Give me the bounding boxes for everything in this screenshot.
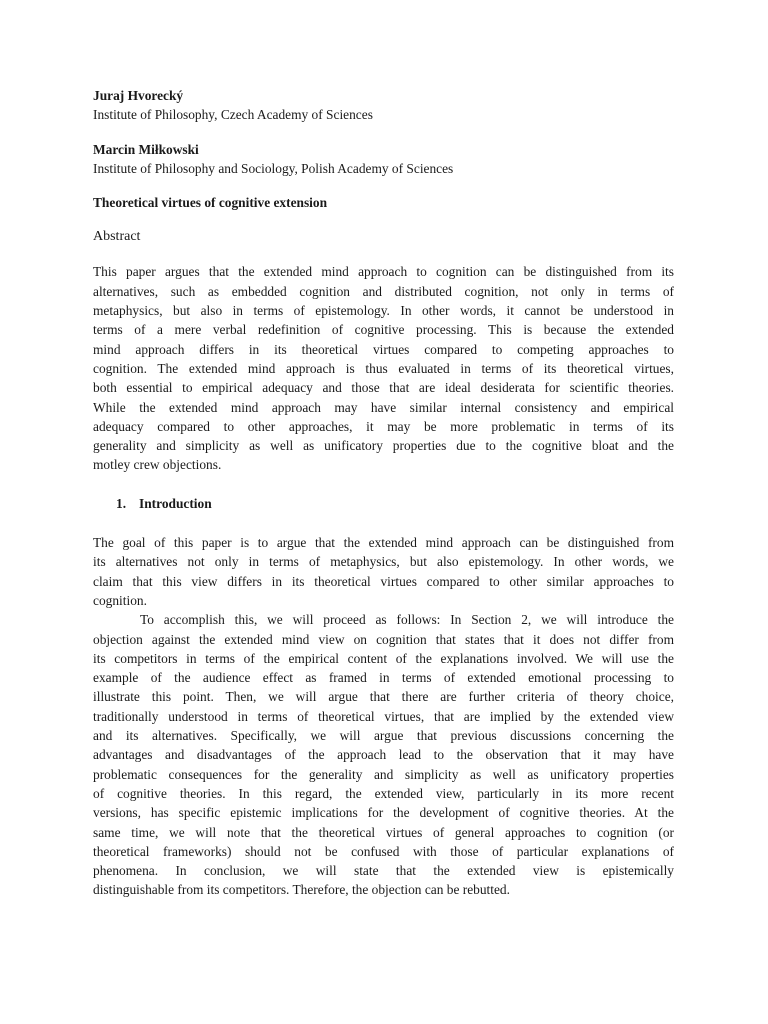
- author-2-affiliation: Institute of Philosophy and Sociology, Polish Academy of Sciences: [93, 160, 454, 176]
- intro-paragraph-2-line: of cognitive theories. In this regard, the extended view, particularly in its more recent: [93, 785, 674, 801]
- intro-paragraph-2-line: problematic consequences for the generality and simplicity as well as unificatory properties: [93, 766, 674, 782]
- intro-paragraph-1-line: its alternatives not only in terms of metaphysics, but also epistemology. In other words, we: [93, 554, 674, 570]
- author-2: [93, 140, 674, 179]
- author-1: [93, 86, 674, 125]
- section-number: 1.: [116, 495, 127, 511]
- author-1-name: Juraj Hvorecký: [93, 88, 184, 103]
- intro-paragraph-2-line: versions, has specific epistemic implications for the development of cognitive theories. At the: [93, 805, 674, 821]
- intro-paragraph-2-line: illustrate this point. Then, we will argue that there are further criteria of theory choice,: [93, 689, 674, 705]
- abstract-line: This paper argues that the extended mind approach to cognition can be distinguished from its: [93, 264, 674, 280]
- section-heading-introduction: [93, 494, 674, 513]
- abstract-line: metaphysics, but also in terms of epistemology. In other words, it cannot be understood in: [93, 303, 674, 319]
- abstract-line: terms of a mere verbal redefinition of cognitive processing. This is because the extended: [93, 322, 674, 338]
- intro-paragraph-2-line: objection against the extended mind view on cognition that states that it does not differ from: [93, 631, 674, 647]
- intro-paragraph-2-line: distinguishable from its competitors. Therefore, the objection can be rebutted.: [93, 882, 510, 898]
- intro-paragraph-1-line: cognition.: [93, 592, 147, 608]
- abstract-label: Abstract: [93, 229, 141, 245]
- abstract-paragraph: [93, 262, 674, 474]
- intro-paragraph-2-line: same time, we will note that the theoretical virtues of general approaches to cognition (or: [93, 824, 674, 840]
- abstract-line: both essential to empirical adequacy and those that are ideal desiderata for scientific theories.: [93, 380, 674, 396]
- section-title: Introduction: [139, 495, 212, 511]
- intro-paragraph-1-line: claim that this view differs in its theoretical virtues compared to other similar approaches to: [93, 573, 674, 589]
- abstract-line: adequacy compared to other approaches, it may be more problematic in terms of its: [93, 418, 674, 434]
- intro-paragraph-2-line: advantages and disadvantages of the approach lead to the observation that it may have: [93, 747, 674, 763]
- author-2-name: Marcin Miłkowski: [93, 141, 199, 157]
- abstract-line: alternatives, such as embedded cognition and distributed cognition, not only in terms of: [93, 283, 674, 299]
- intro-paragraph-2-line: theoretical frameworks) should not be confused with those of particular explanations of: [93, 843, 674, 859]
- intro-paragraph-2-line: and its alternatives. Specifically, we will argue that previous discussions concerning the: [93, 728, 674, 744]
- intro-paragraph-2-line: traditionally understood in terms of theoretical virtues, that are implied by the extended view: [93, 708, 674, 724]
- intro-paragraph-2-line: example of the audience effect as framed in terms of extended emotional processing to: [93, 670, 674, 686]
- intro-paragraph-2: [93, 610, 674, 899]
- abstract-line: cognition. The extended mind approach is thus evaluated in terms of its theoretical virtues,: [93, 360, 674, 376]
- intro-paragraph-2-line: phenomena. In conclusion, we will state that the extended view is epistemically: [93, 863, 674, 879]
- intro-paragraph-1: [93, 533, 674, 610]
- intro-paragraph-2-line: its competitors in terms of the empirical content of the explanations involved. We will use the: [93, 650, 674, 666]
- abstract-line: mind approach differs in its theoretical virtues compared to competing approaches to: [93, 341, 674, 357]
- intro-paragraph-1-line: The goal of this paper is to argue that the extended mind approach can be distinguished from: [93, 535, 674, 551]
- document-page: [93, 86, 674, 900]
- abstract-line: While the extended mind approach may have similar internal consistency and empirical: [93, 399, 674, 415]
- intro-paragraph-2-line: To accomplish this, we will proceed as follows: In Section 2, we will introduce the: [140, 612, 674, 628]
- abstract-line: motley crew objections.: [93, 457, 222, 473]
- paper-title: Theoretical virtues of cognitive extension: [93, 195, 328, 211]
- abstract-line: generality and simplicity as well as unificatory properties due to the cognitive bloat and the: [93, 438, 674, 454]
- author-1-affiliation: Institute of Philosophy, Czech Academy of Sciences: [93, 107, 373, 123]
